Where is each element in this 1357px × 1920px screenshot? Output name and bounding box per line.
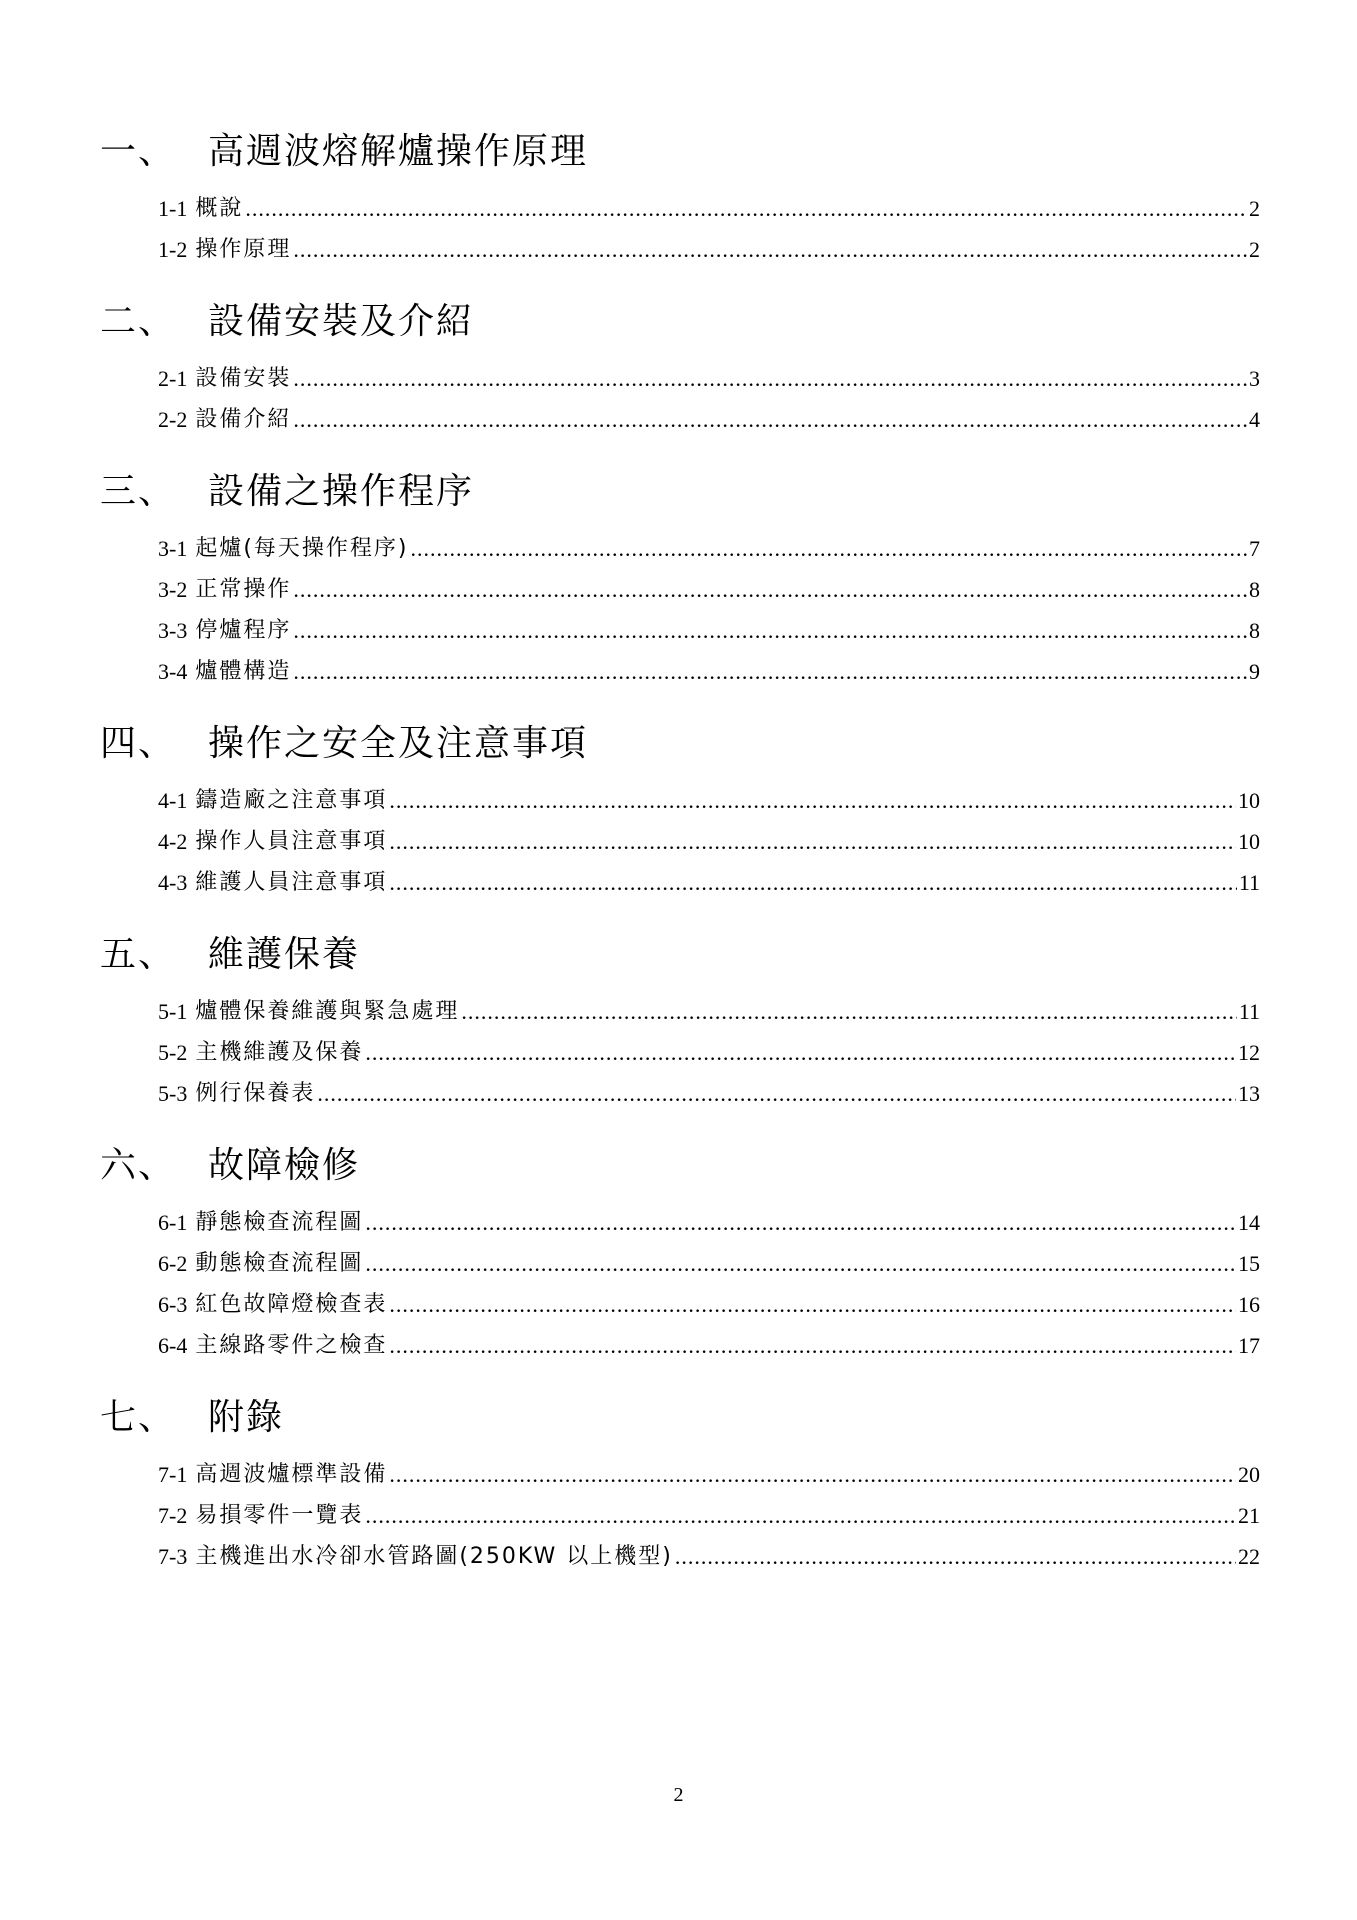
section-title: 附錄 (208, 1396, 285, 1438)
dot-leader (365, 1243, 1236, 1284)
toc-entry[interactable] (158, 610, 1260, 651)
entry-page-number: 17 (1238, 1333, 1260, 1358)
toc-entry[interactable] (158, 1202, 1260, 1243)
entry-label: 起爐(每天操作程序) (195, 536, 409, 561)
dot-leader (365, 1032, 1236, 1073)
entry-label: 概說 (195, 196, 244, 221)
entry-number: 7-3 (158, 1544, 188, 1569)
entry-label: 例行保養表 (195, 1081, 316, 1106)
entry-page-number: 9 (1249, 659, 1260, 684)
entry-number: 4-2 (158, 829, 188, 854)
entry-page-number: 16 (1238, 1292, 1260, 1317)
entry-label: 操作原理 (195, 237, 292, 262)
section-heading (100, 925, 1260, 977)
entry-label: 紅色故障燈檢查表 (195, 1292, 388, 1317)
entry-label: 設備介紹 (195, 407, 292, 432)
toc-section (100, 925, 1260, 1114)
entry-page-number: 12 (1238, 1040, 1260, 1065)
dot-leader (389, 1325, 1236, 1366)
entry-page-number: 7 (1249, 536, 1260, 561)
entry-number: 5-3 (158, 1081, 188, 1106)
toc-entry[interactable] (158, 1536, 1260, 1577)
dot-leader (411, 528, 1248, 569)
entry-number: 2-1 (158, 366, 188, 391)
section-number: 五、 (100, 933, 177, 975)
table-of-contents (100, 122, 1260, 1599)
toc-entry[interactable] (158, 229, 1260, 270)
entry-page-number: 2 (1249, 237, 1260, 262)
entry-page-number: 11 (1238, 999, 1260, 1024)
dot-leader (293, 651, 1247, 692)
entry-label: 維護人員注意事項 (195, 870, 388, 895)
entry-label: 爐體構造 (195, 659, 292, 684)
toc-entry[interactable] (158, 1073, 1260, 1114)
entry-number: 3-2 (158, 577, 188, 602)
dot-leader (245, 188, 1247, 229)
dot-leader (293, 569, 1247, 610)
entry-page-number: 3 (1249, 366, 1260, 391)
entry-page-number: 20 (1238, 1462, 1260, 1487)
section-heading (100, 292, 1260, 344)
entry-label: 鑄造廠之注意事項 (195, 788, 388, 813)
entry-number: 1-1 (158, 196, 188, 221)
entry-number: 3-3 (158, 618, 188, 643)
section-title: 高週波熔解爐操作原理 (208, 130, 589, 172)
entry-page-number: 11 (1238, 870, 1260, 895)
section-title: 維護保養 (208, 933, 361, 975)
entry-label: 主線路零件之檢查 (195, 1333, 388, 1358)
toc-entry[interactable] (158, 188, 1260, 229)
entry-number: 5-1 (158, 999, 188, 1024)
toc-entry[interactable] (158, 569, 1260, 610)
dot-leader (461, 991, 1236, 1032)
toc-entry[interactable] (158, 1284, 1260, 1325)
entry-page-number: 21 (1238, 1503, 1260, 1528)
dot-leader (389, 1454, 1236, 1495)
dot-leader (365, 1202, 1236, 1243)
dot-leader (389, 862, 1236, 903)
entry-page-number: 15 (1238, 1251, 1260, 1276)
toc-entry[interactable] (158, 862, 1260, 903)
toc-section (100, 462, 1260, 692)
dot-leader (389, 780, 1236, 821)
toc-entry[interactable] (158, 821, 1260, 862)
entry-page-number: 8 (1249, 577, 1260, 602)
section-number: 六、 (100, 1144, 177, 1186)
section-heading (100, 1136, 1260, 1188)
entry-label: 靜態檢查流程圖 (195, 1210, 364, 1235)
dot-leader (317, 1073, 1236, 1114)
dot-leader (675, 1536, 1236, 1577)
entry-number: 4-1 (158, 788, 188, 813)
toc-entry[interactable] (158, 1454, 1260, 1495)
toc-entry[interactable] (158, 1325, 1260, 1366)
page-number: 2 (673, 1784, 684, 1806)
section-number: 三、 (100, 470, 177, 512)
entry-page-number: 10 (1238, 788, 1260, 813)
entry-number: 4-3 (158, 870, 188, 895)
dot-leader (365, 1495, 1236, 1536)
entry-number: 2-2 (158, 407, 188, 432)
dot-leader (293, 610, 1247, 651)
entry-number: 6-3 (158, 1292, 188, 1317)
entry-label: 爐體保養維護與緊急處理 (195, 999, 460, 1024)
dot-leader (389, 1284, 1236, 1325)
entry-number: 6-2 (158, 1251, 188, 1276)
entry-label: 高週波爐標準設備 (195, 1462, 388, 1487)
entry-page-number: 22 (1238, 1544, 1260, 1569)
section-heading (100, 1388, 1260, 1440)
toc-entry[interactable] (158, 528, 1260, 569)
entry-page-number: 4 (1249, 407, 1260, 432)
toc-entry[interactable] (158, 1032, 1260, 1073)
section-title: 設備安裝及介紹 (208, 300, 475, 342)
entry-label: 主機維護及保養 (195, 1040, 364, 1065)
entry-label: 操作人員注意事項 (195, 829, 388, 854)
entry-page-number: 10 (1238, 829, 1260, 854)
section-number: 一、 (100, 130, 177, 172)
toc-entry[interactable] (158, 399, 1260, 440)
entry-page-number: 2 (1249, 196, 1260, 221)
section-heading (100, 462, 1260, 514)
section-title: 設備之操作程序 (208, 470, 475, 512)
entry-number: 6-4 (158, 1333, 188, 1358)
toc-section (100, 292, 1260, 440)
entry-page-number: 13 (1238, 1081, 1260, 1106)
entry-number: 5-2 (158, 1040, 188, 1065)
toc-entry[interactable] (158, 1243, 1260, 1284)
entry-page-number: 14 (1238, 1210, 1260, 1235)
toc-entry[interactable] (158, 358, 1260, 399)
section-heading (100, 714, 1260, 766)
entry-number: 3-4 (158, 659, 188, 684)
entry-label: 停爐程序 (195, 618, 292, 643)
toc-entry[interactable] (158, 1495, 1260, 1536)
entry-label: 正常操作 (195, 577, 292, 602)
entry-number: 7-1 (158, 1462, 188, 1487)
toc-section (100, 1388, 1260, 1577)
entry-page-number: 8 (1249, 618, 1260, 643)
toc-section (100, 1136, 1260, 1366)
dot-leader (293, 229, 1247, 270)
toc-section (100, 714, 1260, 903)
toc-section (100, 122, 1260, 270)
entry-label: 主機進出水冷卻水管路圖(250KW 以上機型) (195, 1544, 673, 1569)
entry-number: 1-2 (158, 237, 188, 262)
dot-leader (293, 358, 1247, 399)
entry-label: 設備安裝 (195, 366, 292, 391)
entry-label: 易損零件一覽表 (195, 1503, 364, 1528)
entry-number: 7-2 (158, 1503, 188, 1528)
entry-number: 6-1 (158, 1210, 188, 1235)
dot-leader (293, 399, 1247, 440)
toc-entry[interactable] (158, 780, 1260, 821)
section-title: 故障檢修 (208, 1144, 361, 1186)
toc-entry[interactable] (158, 991, 1260, 1032)
section-number: 七、 (100, 1396, 177, 1438)
dot-leader (389, 821, 1236, 862)
section-number: 二、 (100, 300, 177, 342)
toc-entry[interactable] (158, 651, 1260, 692)
entry-label: 動態檢查流程圖 (195, 1251, 364, 1276)
section-heading (100, 122, 1260, 174)
section-number: 四、 (100, 722, 177, 764)
section-title: 操作之安全及注意事項 (208, 722, 589, 764)
entry-number: 3-1 (158, 536, 188, 561)
